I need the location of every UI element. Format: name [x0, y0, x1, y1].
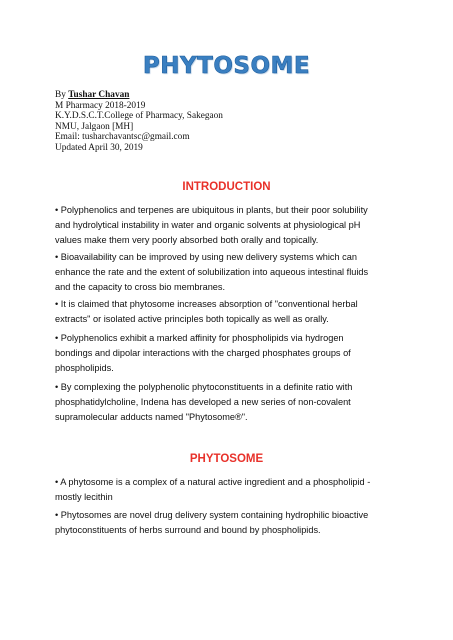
paragraph-line: extracts" or isolated active principles both topically as well as orally.: [55, 314, 329, 324]
paragraph-line: and hydrolytical instability in water and organic solvents at physiological pH: [55, 220, 361, 230]
college-line: K.Y.D.S.C.T.College of Pharmacy, Sakegaon: [55, 111, 223, 122]
paragraph-line: mostly lecithin: [55, 492, 113, 502]
paragraph-line: and the capacity to cross bio membranes.: [55, 282, 226, 292]
paragraph-line: enhance the rate and the extent of solubilization into aqueous intestinal fluids: [55, 267, 369, 277]
university-line: NMU, Jalgaon [MH]: [55, 121, 134, 132]
paragraph: [55, 508, 407, 538]
paragraph-line: • Bioavailability can be improved by using new delivery systems which can: [55, 252, 357, 262]
section-heading-phytosome: PHYTOSOME: [189, 453, 264, 465]
email-line: Email: tusharchavantsc@gmail.com: [55, 132, 190, 143]
paragraph: [55, 250, 407, 295]
paragraph: [55, 380, 407, 425]
paragraph-line: supramolecular adducts named "Phytosome®".: [55, 412, 248, 422]
paragraph: [55, 203, 407, 248]
author-line: [55, 90, 223, 101]
paragraph-line: phospholipids.: [55, 363, 114, 373]
paragraph-line: phosphatidylcholine, Indena has developed a new series of non-covalent: [55, 397, 351, 407]
paragraph-line: • Phytosomes are novel drug delivery system containing hydrophilic bioactive: [55, 510, 369, 520]
paragraph: [55, 475, 407, 505]
author-info-block: [55, 90, 223, 154]
paragraph-line: bondings and dipolar interactions with the charged phosphates groups of: [55, 348, 351, 358]
section-heading-introduction: INTRODUCTION: [182, 181, 271, 193]
paragraph: [55, 297, 407, 327]
paragraph-line: • Polyphenolics exhibit a marked affinity for phospholipids via hydrogen: [55, 333, 344, 343]
paragraph: [55, 331, 407, 376]
document-title: PHYTOSOME: [142, 53, 311, 79]
updated-line: Updated April 30, 2019: [55, 142, 143, 153]
paragraph-line: • By complexing the polyphenolic phytoconstituents in a definite ratio with: [55, 382, 353, 392]
degree-line: M Pharmacy 2018-2019: [55, 100, 146, 111]
author-name: Tushar Chavan: [68, 90, 130, 100]
by-prefix: By: [55, 90, 69, 100]
paragraph-line: • Polyphenolics and terpenes are ubiquitous in plants, but their poor solubility: [55, 205, 368, 215]
paragraph-line: phytoconstituents of herbs surround and bound by phospholipids.: [55, 525, 321, 535]
paragraph-line: • A phytosome is a complex of a natural active ingredient and a phospholipid -: [55, 477, 371, 487]
paragraph-line: • It is claimed that phytosome increases absorption of "conventional herbal: [55, 299, 358, 309]
paragraph-line: values make them very poorly absorbed both orally and topically.: [55, 235, 319, 245]
